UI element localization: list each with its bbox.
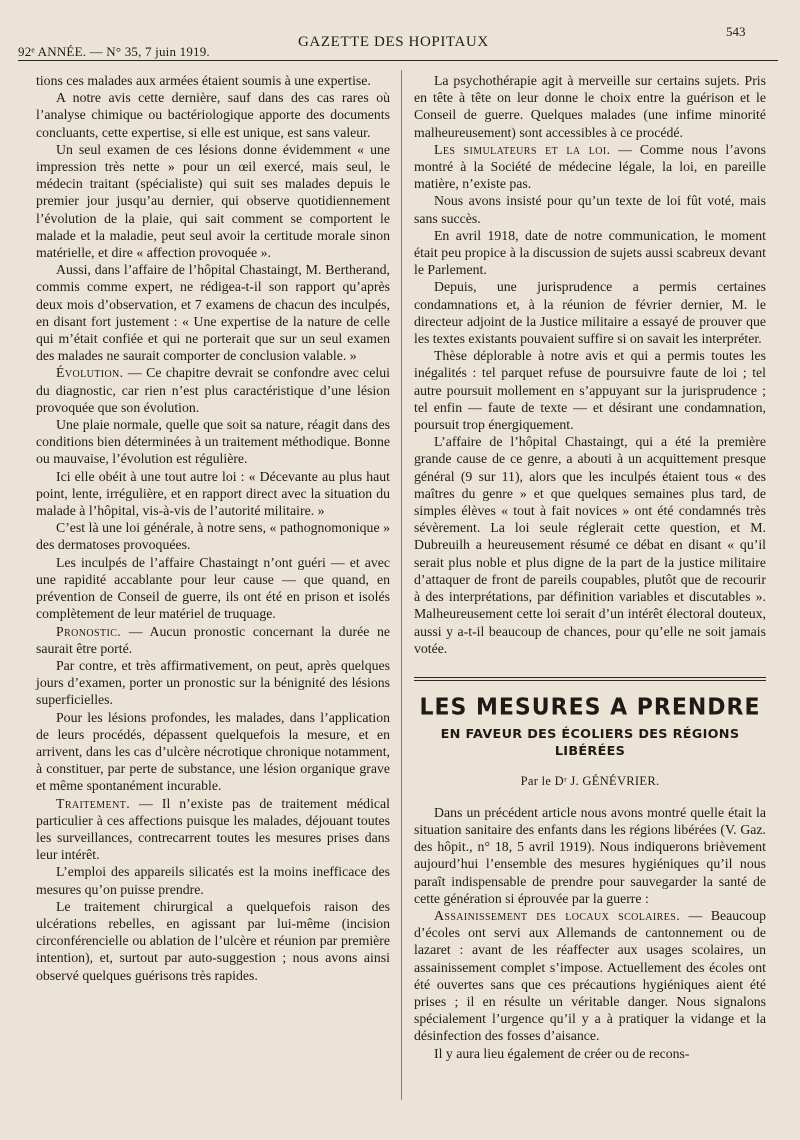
section-paragraph: Évolution. — Ce chapitre devrait se confondre avec celui du diagnostic, car rien n’est plus caractéristique d’une lésion provoquée que son évolution. bbox=[36, 365, 390, 415]
issue-info: 92ᵉ ANNÉE. — N° 35, 7 juin 1919. bbox=[18, 44, 210, 59]
paragraph: A notre avis cette dernière, sauf dans des cas rares où l’analyse chimique ou bactériologique apporte des documents concluants, cette expertise, si elle est unique, est sans valeur. bbox=[36, 90, 390, 140]
paragraph: L’emploi des appareils silicatés est la moins inefficace des mesures qu’on puisse prendre. bbox=[36, 864, 390, 897]
paragraph: L’affaire de l’hôpital Chastaingt, qui a été la première grande cause de ce genre, a abouti à un acquittement presque général (9 sur 11), alors que les inculpés étaient tous « des maîtres du genre » et que quelques semaines plus tard, de simples élèves « tout à fait novices » ont été condamnés très sévèrement. La loi seule réglerait cette question, et M. Dubreuilh a heureusement résumé ce débat en disant « qu’il serait plus noble et plus digne de la part de la justice militaire d’attaquer de front de pareils coupables, plutôt que de recourir à des interprétations, par définition variables et discutables ». Malheureusement cette loi serait d’un intérêt électoral douteux, aussi y a-t-il beaucoup de chances, pour qu’elle ne soit jamais votée. bbox=[414, 434, 766, 656]
paragraph: Par contre, et très affirmativement, on peut, après quelques jours d’examen, porter un pronostic sur la bénignité des lésions superficielles. bbox=[36, 657, 390, 708]
paragraph: Aussi, dans l’affaire de l’hôpital Chastaingt, M. Bertherand, commis comme expert, ne rédigea-t-il son rapport qu’après deux mois d’observation, et 7 examens de chacun des inculpés, en disant fort justement : « Une expertise de la nature de celle qui m’était confiée et qui ne porterait que sur un seul examen des malades ne saurait comporter de conclusion valable. » bbox=[36, 262, 390, 364]
paragraph: Une plaie normale, quelle que soit sa nature, réagit dans des conditions bien déterminées à un traitement méthodique. Bonne ou mauvaise, l’évolution est régulière. bbox=[36, 417, 390, 467]
paragraph: Ici elle obéit à une tout autre loi : « Décevante au plus haut point, lente, irrégulière, et en rapport direct avec la situation du malade à l’hôpital, vis-à-vis de l’autorité militaire. » bbox=[36, 468, 390, 519]
page-header bbox=[0, 0, 800, 66]
section-heading: Assainissement des locaux scolaires. bbox=[434, 907, 681, 923]
paragraph: La psychothérapie agit à merveille sur certains sujets. Pris en tête à tête on leur donne le choix entre la guérison et le Conseil de guerre. Quelques malades (une infime minorité malheureusement) sont accessibles à ce procédé. bbox=[414, 73, 766, 140]
paragraph: Le traitement chirurgical a quelquefois raison des ulcérations rebelles, en agissant par lui-même (incision circonférencielle ou ablation de l’ulcère et réunion par première intention), et, surtout par auto-suggestion ; nous avons ainsi observé quelques guérisons très rapides. bbox=[36, 898, 390, 983]
paragraph: Depuis, une jurisprudence a permis certaines condamnations et, à la réunion de février dernier, M. le directeur adjoint de la Justice militaire a essayé de prouver que les textes existants pouvaient suffire si on savait les interpréter. bbox=[414, 279, 766, 347]
left-column bbox=[36, 72, 390, 984]
article-separator bbox=[414, 677, 766, 681]
paragraph: En avril 1918, date de notre communication, le moment était peu propice à la discussion de sujets aussi scabreux devant le Parlement. bbox=[414, 227, 766, 278]
paragraph: Il y aura lieu également de créer ou de recons- bbox=[434, 1045, 690, 1061]
paragraph: Dans un précédent article nous avons montré quelle était la situation sanitaire des enfants dans les régions libérées (V. Gaz. des hôpit., n° 18, 5 avril 1919). Nous indiquerons brièvement aujourd’hui l’ensemble des mesures hygiéniques qu’il nous paraît indispensable de prendre pour sauvegarder la santé de cette génération si éprouvée par la guerre : bbox=[414, 804, 766, 906]
section-paragraph: Pronostic. — Aucun pronostic concernant la durée ne saurait être porté. bbox=[36, 623, 390, 656]
paragraph: Un seul examen de ces lésions donne évidemment « une impression très nette » pour un œil exercé, mais seul, le médecin traitant (spécialiste) qui suit ses malades depuis le premier jour jusqu’au dernier, qui observe quotidiennement l’évolution de la plaie, qui sait comment se comportent le malade et la maladie, peut seul avoir la certitude morale sinon matérielle, et dire « affection provoquée ». bbox=[36, 141, 390, 261]
page-number: 543 bbox=[726, 24, 746, 39]
article-title: LES MESURES A PRENDRE bbox=[419, 694, 761, 721]
paragraph: Nous avons insisté pour qu’un texte de loi fût voté, mais sans succès. bbox=[414, 193, 766, 226]
article-author: Par le Dʳ J. GÉNÉVRIER. bbox=[520, 773, 660, 788]
section-heading: Pronostic. bbox=[56, 623, 122, 639]
paragraph: Thèse déplorable à notre avis et qui a permis toutes les inégalités : tel parquet refuse de poursuivre faute de loi ; tel autre poursuit mollement en s’appuyant sur la jurisprudence ; tel enfin — faute de texte — et désirant une condamnation, poursuit trop énergiquement. bbox=[414, 348, 766, 433]
paragraph: Pour les lésions profondes, les malades, dans l’application de leurs procédés, dépassent quelquefois la mesure, et en arrivent, dans les cas d’ulcère nécrotique chronique notamment, à constituer, par perte de substance, une lésion organique grave et même spontanément incurable. bbox=[36, 709, 390, 794]
section-paragraph: Les simulateurs et la loi. — Comme nous l’avons montré à la Société de médecine légale, la loi, en pareille matière, n’existe pas. bbox=[414, 141, 766, 192]
section-heading: Évolution. bbox=[56, 365, 124, 381]
journal-title: GAZETTE DES HOPITAUX bbox=[298, 34, 489, 50]
right-column bbox=[414, 72, 766, 1062]
paragraph: tions ces malades aux armées étaient soumis à une expertise. bbox=[36, 73, 371, 88]
paragraph: C’est là une loi générale, à notre sens, « pathognomonique » des dermatoses provoquées. bbox=[36, 520, 390, 553]
header-rule bbox=[18, 60, 778, 61]
article-subtitle: EN FAVEUR DES ÉCOLIERS DES RÉGIONS LIBÉRÉES bbox=[440, 727, 740, 760]
section-paragraph: Traitement. — Il n’existe pas de traitement médical particulier à ces affections puisque les malades, déjouant toutes les surveillances, contrecarrent toutes les mesures prises dans leur intérêt. bbox=[36, 795, 390, 863]
column-divider bbox=[401, 70, 402, 1100]
section-paragraph: Assainissement des locaux scolaires. — Beaucoup d’écoles ont servi aux Allemands de cantonnement ou de lazaret : avant de les réaffecter aux usages scolaires, un assainissement complet s’impose. Actuellement des écoles ont été ouvertes sans que ces précautions hygiéniques aient été prises ; il en résulte un véritable danger. Nous signalons spécialement l’urgence qu’il y a à pratiquer la vidange et la désinfection des fosses d’aisance. bbox=[414, 907, 766, 1044]
paragraph: Les inculpés de l’affaire Chastaingt n’ont guéri — et avec une rapidité accablante pour leur cause — que quand, en prévention de Conseil de guerre, ils ont été en prison et isolés complètement de leur matériel de truquage. bbox=[36, 554, 390, 622]
section-heading: Les simulateurs et la loi. bbox=[434, 141, 611, 157]
section-heading: Traitement. bbox=[56, 795, 131, 811]
